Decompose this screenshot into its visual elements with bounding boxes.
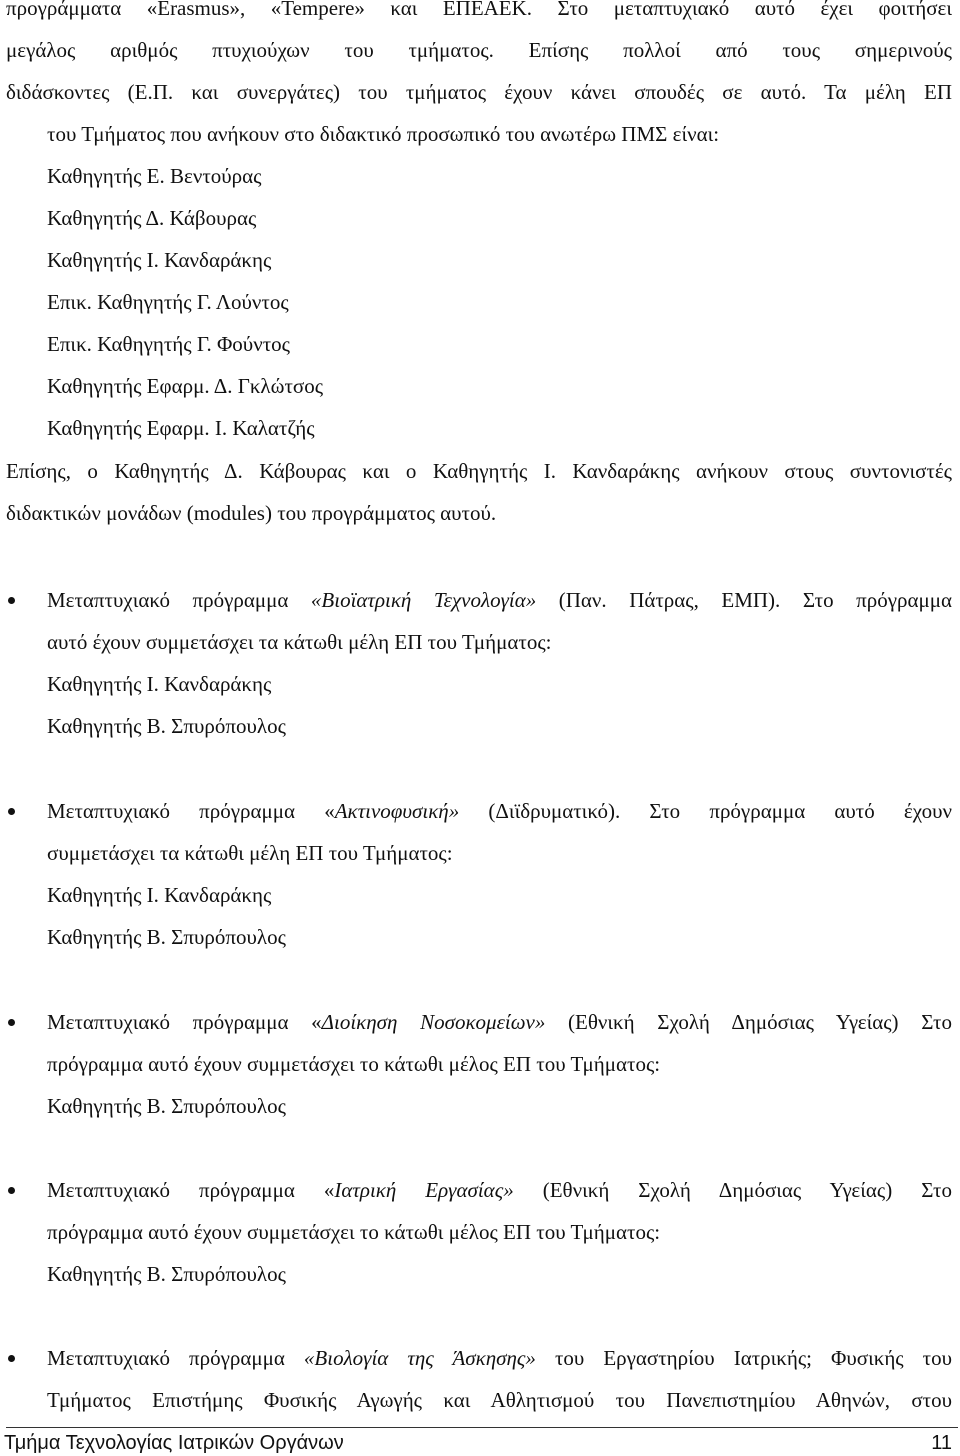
- program-continuation: πρόγραμμα αυτό έχουν συμμετάσχει το κάτωθι μέλος ΕΠ του Τμήματος:: [47, 1052, 661, 1076]
- member-line: Επικ. Καθηγητής Γ. Φούντος: [47, 332, 290, 356]
- program-continuation: Τμήματος Επιστήμης Φυσικής Αγωγής και Αθλητισμού του Πανεπιστημίου Αθηνών, στου: [47, 1388, 952, 1412]
- member-line: Καθηγητής Δ. Κάβουρας: [47, 206, 257, 230]
- program-continuation: συμμετάσχει τα κάτωθι μέλη ΕΠ του Τμήματος:: [47, 841, 453, 865]
- program-title: «Βιοϊατρική Τεχνολογία»: [310, 588, 537, 612]
- program-title: «Βιολογία της Άσκησης»: [303, 1346, 536, 1370]
- program-heading: Μεταπτυχιακό πρόγραμμα «Ιατρική Εργασίας» (Εθνική Σχολή Δημόσιας Υγείας) Στο: [47, 1178, 952, 1202]
- program-heading: Μεταπτυχιακό πρόγραμμα «Ακτινοφυσική» (Διϊδρυματικό). Στο πρόγραμμα αυτό έχουν: [47, 799, 952, 823]
- page-number: 11: [931, 1432, 952, 1454]
- intro-line: διδάσκοντες (Ε.Π. και συνεργάτες) του τμήματος έχουν κάνει σπουδές σε αυτό. Τα μέλη ΕΠ: [6, 80, 952, 104]
- program-heading: Μεταπτυχιακό πρόγραμμα «Βιοϊατρική Τεχνολογία» (Παν. Πάτρας, ΕΜΠ). Στο πρόγραμμα: [47, 588, 952, 612]
- bullet-icon: [8, 597, 15, 604]
- member-line: Καθηγητής Εφαρμ. Δ. Γκλώτσος: [47, 374, 324, 398]
- closing-line: διδακτικών μονάδων (modules) του προγράμματος αυτού.: [6, 501, 497, 525]
- closing-line: Επίσης, ο Καθηγητής Δ. Κάβουρας και ο Καθηγητής Ι. Κανδαράκης ανήκουν στους συντονιστές: [6, 459, 952, 483]
- member-line: Καθηγητής Ι. Κανδαράκης: [47, 672, 272, 696]
- member-line: Καθηγητής Β. Σπυρόπουλος: [47, 1262, 286, 1286]
- program-title: Ιατρική Εργασίας»: [334, 1178, 514, 1202]
- member-line: Καθηγητής Ι. Κανδαράκης: [47, 883, 272, 907]
- bullet-icon: [8, 1355, 15, 1362]
- program-title: Διοίκηση Νοσοκομείων»: [321, 1010, 546, 1034]
- footer-title: Τμήμα Τεχνολογίας Ιατρικών Οργάνων: [4, 1432, 344, 1454]
- member-line: Επικ. Καθηγητής Γ. Λούντος: [47, 290, 289, 314]
- program-title: Ακτινοφυσική»: [334, 799, 460, 823]
- intro-line: μεγάλος αριθμός πτυχιούχων του τμήματος. Επίσης πολλοί από τους σημερινούς: [6, 38, 952, 62]
- program-heading: Μεταπτυχιακό πρόγραμμα «Βιολογία της Άσκησης» του Εργαστηρίου Ιατρικής; Φυσικής του: [47, 1346, 952, 1370]
- bullet-icon: [8, 1187, 15, 1194]
- program-continuation: πρόγραμμα αυτό έχουν συμμετάσχει το κάτωθι μέλος ΕΠ του Τμήματος:: [47, 1220, 661, 1244]
- footer-divider: [6, 1427, 958, 1428]
- intro-line: προγράμματα «Erasmus», «Tempere» και ΕΠΕΑΕΚ. Στο μεταπτυχιακό αυτό έχει φοιτήσει: [6, 0, 952, 20]
- member-line: Καθηγητής Ε. Βεντούρας: [47, 164, 262, 188]
- intro-line: του Τμήματος που ανήκουν στο διδακτικό προσωπικό του ανωτέρω ΠΜΣ είναι:: [47, 122, 720, 146]
- member-line: Καθηγητής Εφαρμ. Ι. Καλατζής: [47, 416, 315, 440]
- member-line: Καθηγητής Ι. Κανδαράκης: [47, 248, 272, 272]
- member-line: Καθηγητής Β. Σπυρόπουλος: [47, 1094, 286, 1118]
- bullet-icon: [8, 1019, 15, 1026]
- program-heading: Μεταπτυχιακό πρόγραμμα «Διοίκηση Νοσοκομείων» (Εθνική Σχολή Δημόσιας Υγείας) Στο: [47, 1010, 952, 1034]
- bullet-icon: [8, 808, 15, 815]
- member-line: Καθηγητής Β. Σπυρόπουλος: [47, 925, 286, 949]
- program-continuation: αυτό έχουν συμμετάσχει τα κάτωθι μέλη ΕΠ του Τμήματος:: [47, 630, 552, 654]
- member-line: Καθηγητής Β. Σπυρόπουλος: [47, 714, 286, 738]
